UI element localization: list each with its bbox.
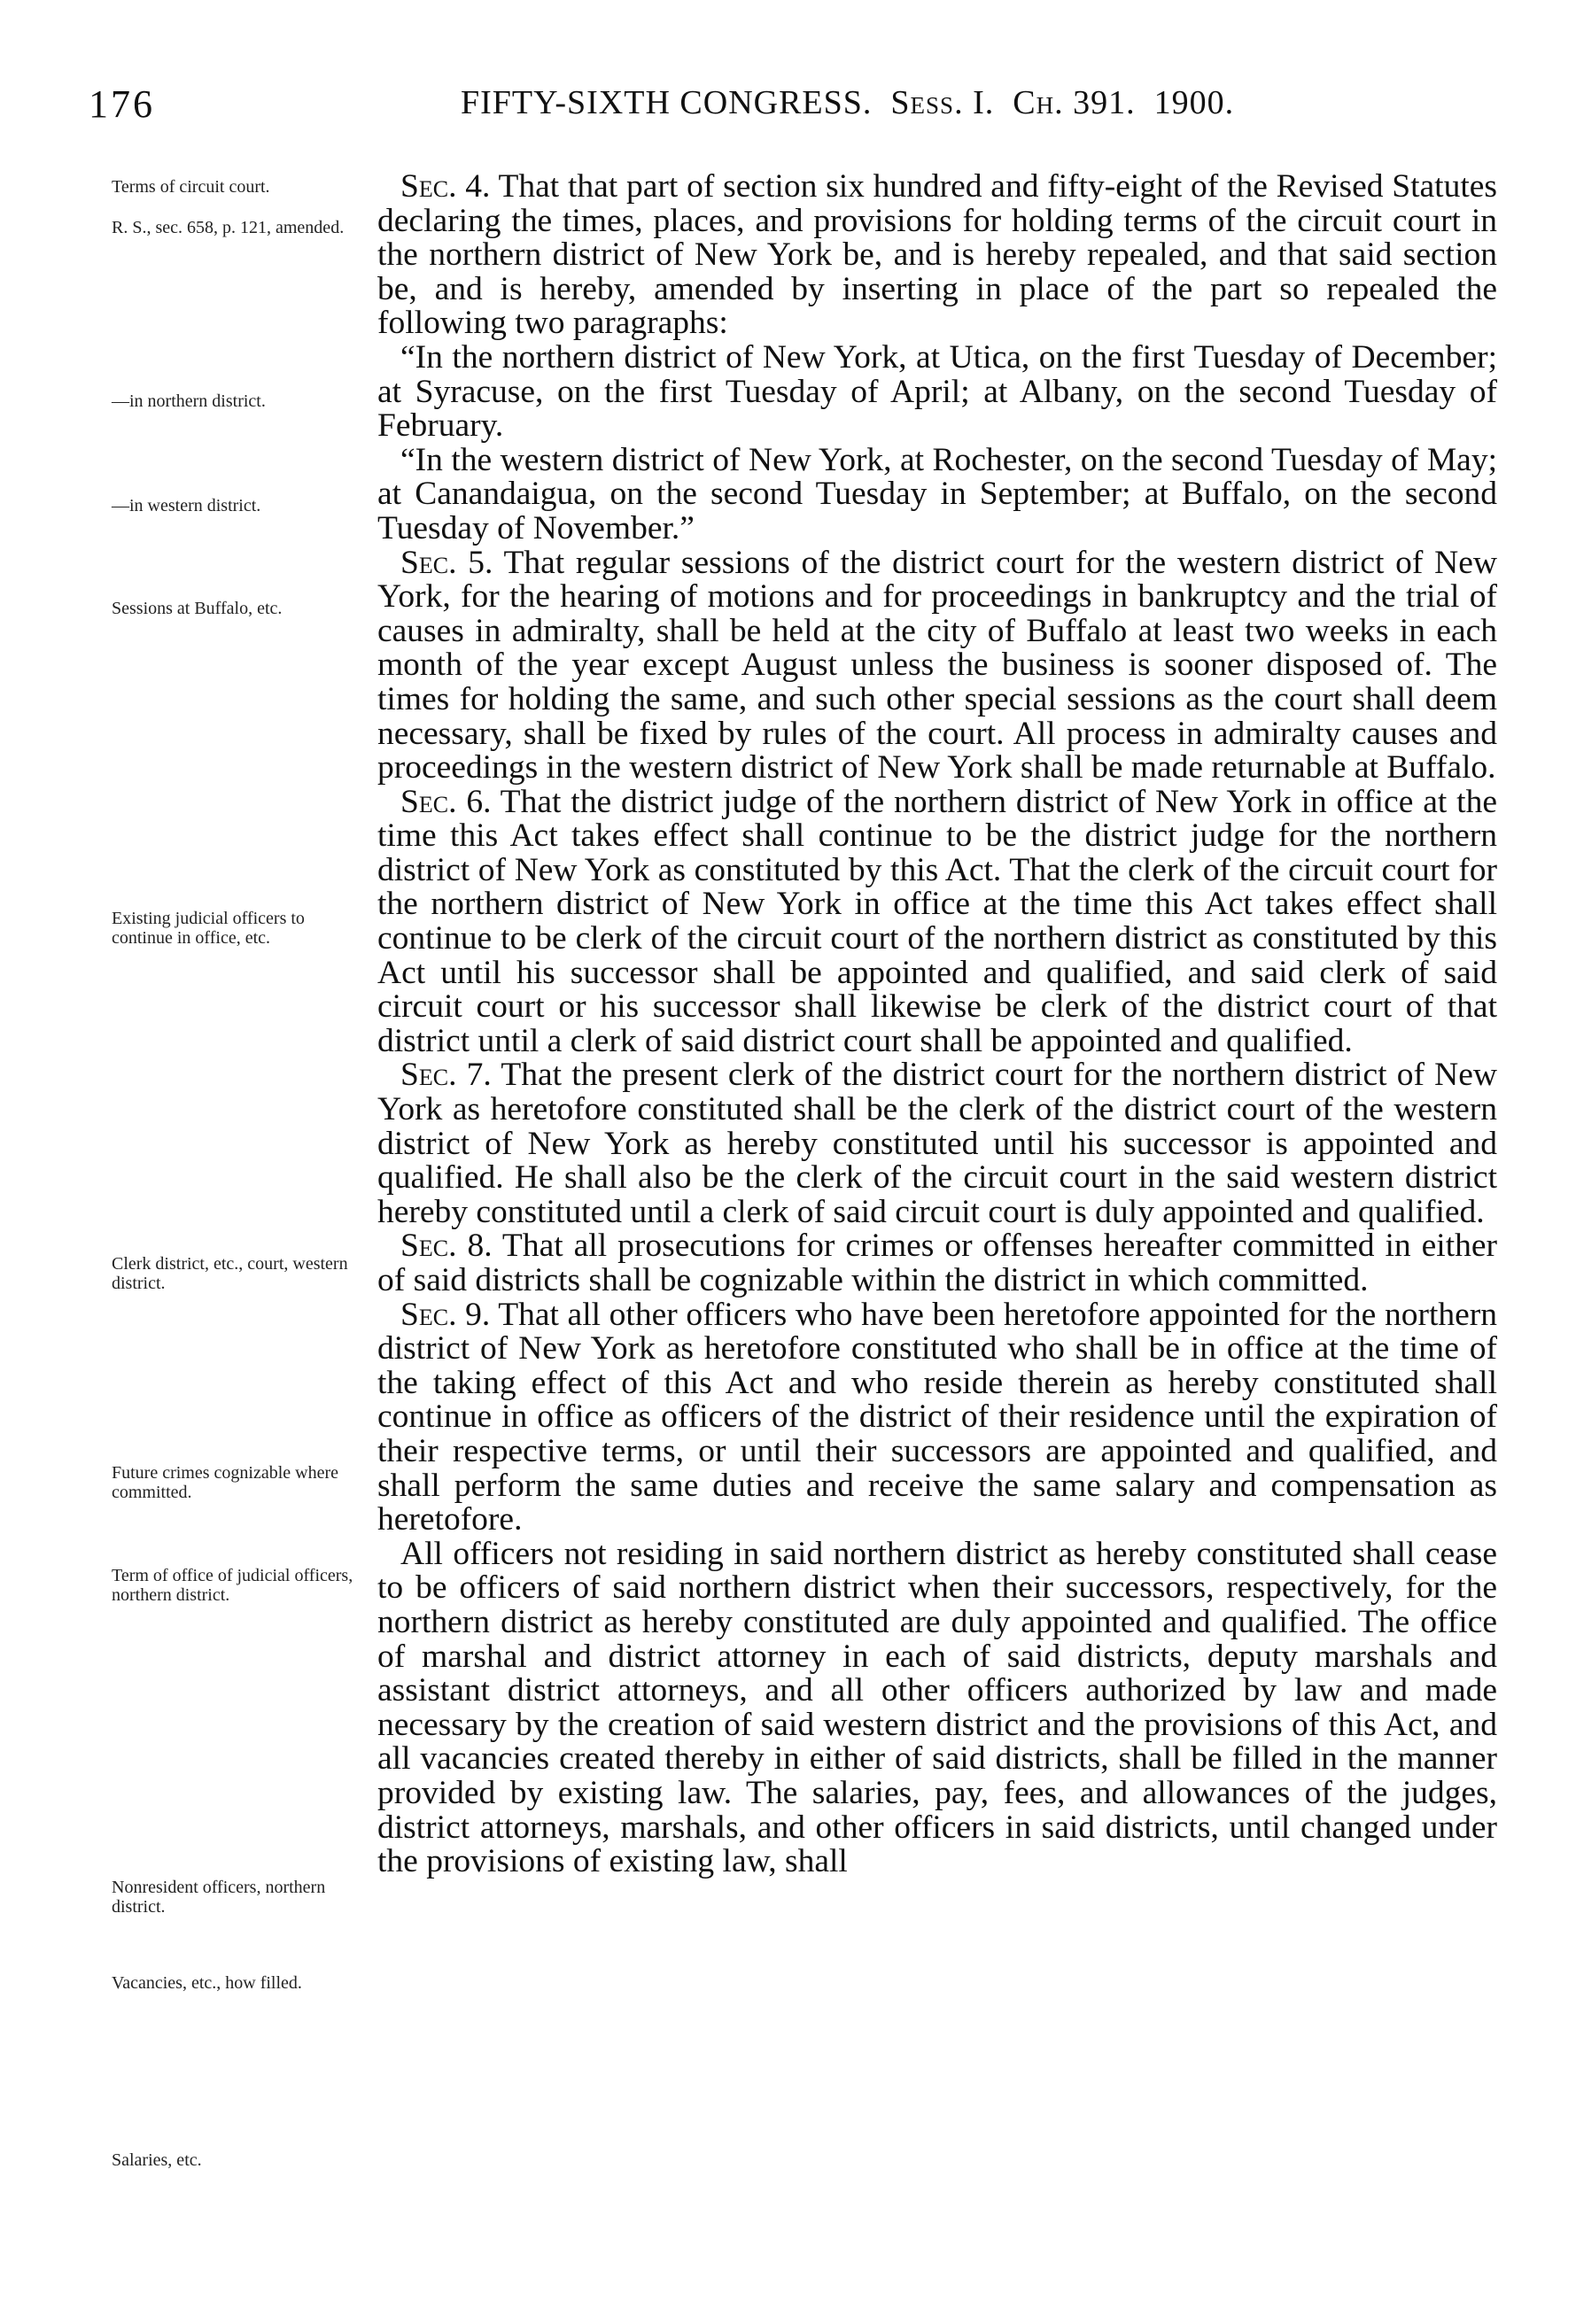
running-title	[461, 83, 1234, 122]
section-6	[377, 783, 1497, 1059]
section-text: That the district judge of the northern district of New York in office at the time this Act takes effect shall continue to be the district judge for the northern district of New York as constituted by this Act. That the clerk of the circuit court for the northern district of New York in office at the time this Act takes effect shall continue to be clerk of the circuit court of the northern district as constituted by this Act until his successor shall be appointed and qualified, and said clerk of said circuit court or his successor shall likewise be clerk of the district court of that district until a clerk of said district court shall be appointed and qualified.	[377, 783, 1497, 1059]
page-number: 176	[89, 82, 155, 126]
margin-note-northern: —in northern district.	[112, 391, 266, 411]
section-label: Sec. 8.	[400, 1228, 493, 1265]
margin-note-sessions: Sessions at Buffalo, etc.	[112, 599, 283, 618]
section-text: That the present clerk of the district court for the northern district of New York as heretofore constituted shall be the clerk of the district court of the western district of New York as hereby constituted until his successor is appointed and qualified. He shall also be the clerk of the circuit court in the said western district hereby constituted until a clerk of said circuit court is duly appointed and qualified.	[377, 1057, 1497, 1230]
margin-note-terms: Terms of circuit court.	[112, 177, 270, 197]
section-text: That all other officers who have been heretofore appointed for the northern district of New York as heretofore constituted who shall be in office at the time of the taking effect of this Act and who reside therein as hereby constituted shall continue in office as officers of the district of their residence until the expiration of their respective terms, or until their successors are appointed and qualified, and shall perform the same duties and receive the same salary and compensation as heretofore.	[377, 1296, 1498, 1538]
margin-note-nonresident: Nonresident officers, northern district.	[112, 1878, 326, 1917]
section-8	[377, 1229, 1497, 1298]
margin-note-term-of-office: Term of office of judicial officers, northern district.	[112, 1566, 353, 1605]
section-5	[377, 546, 1497, 786]
western-district-paragraph: “In the western district of New York, at Rochester, on the second Tuesday of May; at Canandaigua, on the second Tuesday in September; at Buffalo, on the second Tuesday of November.”	[377, 441, 1497, 546]
section-label: Sec. 5.	[400, 544, 493, 581]
section-9	[377, 1298, 1497, 1538]
statute-text	[377, 170, 1497, 1879]
congress-title: FIFTY-SIXTH CONGRESS.	[461, 84, 873, 121]
section-4	[377, 170, 1497, 341]
chapter-label: Ch. 391.	[1013, 84, 1136, 121]
margin-note-rs-reference: R. S., sec. 658, p. 121, amended.	[112, 218, 345, 237]
margin-note-clerk: Clerk district, etc., court, western district.	[112, 1254, 348, 1293]
section-text: That that part of section six hundred and fifty-eight of the Revised Statutes declaring the times, places, and provisions for holding terms of the circuit court in the northern district of New York be, and is hereby repealed, and that said section be, and is hereby, amended by inserting in place of the part so repealed the following two paragraphs:	[377, 168, 1497, 342]
margin-note-salaries: Salaries, etc.	[112, 2150, 202, 2170]
year-label: 1900.	[1153, 84, 1235, 121]
northern-district-paragraph: “In the northern district of New York, at Utica, on the first Tuesday of December; at Syracuse, on the first Tuesday of April; at Albany, on the second Tuesday of February.	[377, 338, 1497, 445]
section-text: That all prosecutions for crimes or offenses hereafter committed in either of said districts shall be cognizable within the district in which committed.	[377, 1228, 1497, 1298]
session-label: Sess. I.	[890, 84, 995, 121]
section-label: Sec. 9.	[400, 1296, 491, 1333]
section-label: Sec. 6.	[400, 783, 492, 820]
section-label: Sec. 7.	[400, 1057, 492, 1094]
margin-note-vacancies: Vacancies, etc., how filled.	[112, 1973, 302, 1993]
section-7	[377, 1058, 1497, 1229]
officers-paragraph: All officers not residing in said northern district as hereby constituted shall cease to be officers of said northern district when their successors, respectively, for the northern district as hereby constituted are duly appointed and qualified. The office of marshal and district attorney in each of said districts, deputy marshals and assistant district attorneys, and all other officers authorized by law and made necessary by the creation of said western district and the provisions of this Act, and all vacancies created thereby in either of said districts, shall be filled in the manner provided by existing law. The salaries, pay, fees, and allowances of the judges, district attorneys, marshals, and other officers in said districts, until changed under the provisions of existing law, shall	[377, 1535, 1497, 1880]
page-header	[89, 81, 1497, 135]
margin-note-existing-officers: Existing judicial officers to continue in office, etc.	[112, 909, 305, 948]
section-text: That regular sessions of the district court for the western district of New York, for the hearing of motions and for proceedings in bankruptcy and the trial of causes in admiralty, shall be held at the city of Buffalo at least two weeks in each month of the year except August unless the business is sooner disposed of. The times for holding the same, and such other special sessions as the court shall deem necessary, shall be fixed by rules of the court. All process in admiralty causes and proceedings in the western district of New York shall be made returnable at Buffalo.	[377, 544, 1497, 786]
margin-note-western: —in western district.	[112, 496, 261, 515]
section-label: Sec. 4.	[400, 168, 491, 205]
margin-note-future-crimes: Future crimes cognizable where committed.	[112, 1463, 339, 1502]
